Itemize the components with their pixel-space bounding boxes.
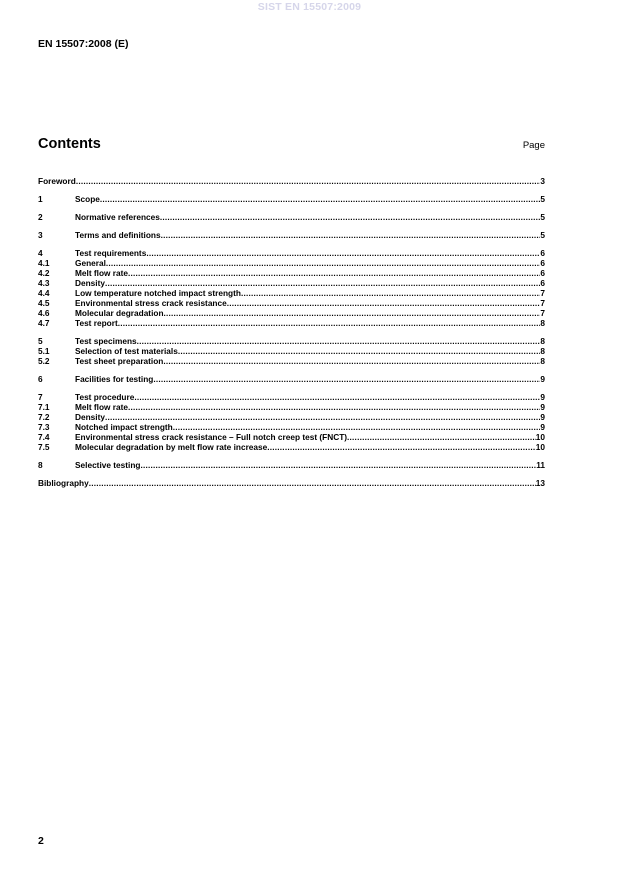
toc-entry-page: 7 xyxy=(540,288,545,298)
toc-entry-page: 9 xyxy=(540,412,545,422)
toc-leader-dots xyxy=(134,392,540,402)
toc-entry-page: 8 xyxy=(540,346,545,356)
toc-entry-number: 4.2 xyxy=(38,268,50,278)
toc-entry-page: 3 xyxy=(540,176,545,186)
toc-leader-dots xyxy=(146,248,540,258)
toc-leader-dots xyxy=(105,278,540,288)
toc-entry-page: 10 xyxy=(535,442,545,452)
document-id: EN 15507:2008 (E) xyxy=(38,38,129,50)
toc-leader-dots xyxy=(153,374,540,384)
toc-entry-4-2[interactable] xyxy=(38,268,545,278)
toc-entry-page: 11 xyxy=(536,460,545,470)
toc-entry-page: 6 xyxy=(540,268,545,278)
toc-entry-number: 4.5 xyxy=(38,298,50,308)
toc-entry-number: 3 xyxy=(38,230,43,240)
toc-leader-dots xyxy=(118,318,541,328)
toc-leader-dots xyxy=(89,478,536,488)
toc-entry-page: 9 xyxy=(540,392,545,402)
toc-entry-5-2[interactable] xyxy=(38,356,545,366)
toc-entry-number: 7.2 xyxy=(38,412,50,422)
toc-entry-4-5[interactable] xyxy=(38,298,545,308)
toc-entry-4-1[interactable] xyxy=(38,258,545,268)
toc-entry-title: Test requirements xyxy=(75,248,147,258)
toc-entry-title: Bibliography xyxy=(38,478,89,488)
toc-entry-8[interactable] xyxy=(38,460,545,470)
toc-leader-dots xyxy=(267,442,535,452)
toc-entry-page: 9 xyxy=(540,402,545,412)
toc-leader-dots xyxy=(160,212,541,222)
toc-entry-page: 8 xyxy=(540,318,545,328)
toc-entry-title: Test report xyxy=(75,318,118,328)
toc-entry-number: 1 xyxy=(38,194,43,204)
toc-leader-dots xyxy=(137,336,541,346)
toc-entry-title: General xyxy=(75,258,106,268)
toc-leader-dots xyxy=(161,230,541,240)
toc-leader-dots xyxy=(105,412,540,422)
toc-entry-7[interactable] xyxy=(38,392,545,402)
toc-entry-page: 8 xyxy=(540,356,545,366)
toc-leader-dots xyxy=(140,460,536,470)
toc-entry-page: 6 xyxy=(540,278,545,288)
toc-entry-3[interactable] xyxy=(38,230,545,240)
toc-entry-page: 7 xyxy=(540,298,545,308)
toc-entry-number: 5.1 xyxy=(38,346,50,356)
toc-entry-number: 6 xyxy=(38,374,43,384)
contents-title: Contents xyxy=(38,136,101,152)
toc-entry-5-1[interactable] xyxy=(38,346,545,356)
toc-entry-5[interactable] xyxy=(38,336,545,346)
toc-leader-dots xyxy=(173,422,541,432)
toc-entry-title: Low temperature notched impact strength xyxy=(75,288,241,298)
page-column-label: Page xyxy=(522,140,545,151)
toc-entry-number: 7 xyxy=(38,392,43,402)
toc-entry-page: 5 xyxy=(540,230,545,240)
toc-entry-title: Test specimens xyxy=(75,336,137,346)
toc-entry-title: Environmental stress crack resistance xyxy=(75,298,227,308)
toc-entry-number: 7.3 xyxy=(38,422,50,432)
toc-entry-title: Test procedure xyxy=(75,392,135,402)
toc-entry-number: 5 xyxy=(38,336,43,346)
toc-entry-page: 5 xyxy=(540,212,545,222)
toc-leader-dots xyxy=(178,346,541,356)
toc-entry-page: 10 xyxy=(535,432,545,442)
toc-entry-page: 8 xyxy=(540,336,545,346)
toc-entry-title: Molecular degradation by melt flow rate increase xyxy=(75,442,268,452)
toc-entry-title: Melt flow rate xyxy=(75,268,129,278)
toc-entry-title: Terms and definitions xyxy=(75,230,161,240)
toc-entry-title: Normative references xyxy=(75,212,160,222)
toc-entry-title: Selection of test materials xyxy=(75,346,178,356)
toc-entry-page: 9 xyxy=(540,422,545,432)
toc-entry-7-2[interactable] xyxy=(38,412,545,422)
toc-entry-title: Density xyxy=(75,278,105,288)
toc-entry-page: 6 xyxy=(540,248,545,258)
toc-entry-4-4[interactable] xyxy=(38,288,545,298)
page-number: 2 xyxy=(38,835,44,847)
toc-entry-number: 4.1 xyxy=(38,258,50,268)
toc-entry-page: 6 xyxy=(540,258,545,268)
toc-entry-4-7[interactable] xyxy=(38,318,545,328)
toc-leader-dots xyxy=(227,298,541,308)
watermark: SIST EN 15507:2009 xyxy=(257,1,362,13)
toc-entry-number: 5.2 xyxy=(38,356,50,366)
toc-entry-number: 4.7 xyxy=(38,318,50,328)
toc-entry-title: Density xyxy=(75,412,105,422)
toc-entry-number: 4 xyxy=(38,248,43,258)
toc-leader-dots xyxy=(106,258,540,268)
toc-entry-title: Foreword xyxy=(38,176,76,186)
toc-entry-page: 5 xyxy=(540,194,545,204)
toc-entry-title: Melt flow rate xyxy=(75,402,129,412)
toc-entry-number: 4.6 xyxy=(38,308,50,318)
toc-entry-foreword[interactable] xyxy=(38,176,545,186)
toc-entry-page: 13 xyxy=(535,478,545,488)
toc-entry-title: Selective testing xyxy=(75,460,141,470)
toc-entry-7-5[interactable] xyxy=(38,442,545,452)
toc-leader-dots xyxy=(241,288,540,298)
toc-entry-7-1[interactable] xyxy=(38,402,545,412)
toc-entry-4[interactable] xyxy=(38,248,545,258)
toc-entry-number: 4.3 xyxy=(38,278,50,288)
toc-entry-number: 7.4 xyxy=(38,432,50,442)
toc-entry-2[interactable] xyxy=(38,212,545,222)
toc-leader-dots xyxy=(164,308,541,318)
toc-leader-dots xyxy=(347,432,536,442)
toc-leader-dots xyxy=(128,402,540,412)
toc-entry-title: Environmental stress crack resistance – Full notch creep test (FNCT) xyxy=(75,432,348,442)
toc-leader-dots xyxy=(100,194,540,204)
toc-entry-7-3[interactable] xyxy=(38,422,545,432)
toc-entry-number: 4.4 xyxy=(38,288,50,298)
toc-entry-number: 7.5 xyxy=(38,442,50,452)
toc-entry-title: Notched impact strength xyxy=(75,422,173,432)
toc-entry-title: Test sheet preparation xyxy=(75,356,164,366)
toc-entry-title: Molecular degradation xyxy=(75,308,164,318)
toc-leader-dots xyxy=(163,356,540,366)
toc-entry-number: 2 xyxy=(38,212,43,222)
toc-entry-page: 7 xyxy=(540,308,545,318)
toc-entry-title: Facilities for testing xyxy=(75,374,154,384)
toc-entry-4-3[interactable] xyxy=(38,278,545,288)
toc-entry-7-4[interactable] xyxy=(38,432,545,442)
toc-entry-number: 7.1 xyxy=(38,402,50,412)
toc-entry-1[interactable] xyxy=(38,194,545,204)
toc-leader-dots xyxy=(128,268,540,278)
toc-entry-page: 9 xyxy=(540,374,545,384)
toc-entry-4-6[interactable] xyxy=(38,308,545,318)
toc-entry-title: Scope xyxy=(75,194,100,204)
toc-leader-dots xyxy=(76,176,541,186)
table-of-contents xyxy=(38,176,545,488)
toc-entry-number: 8 xyxy=(38,460,43,470)
toc-entry-6[interactable] xyxy=(38,374,545,384)
toc-entry-bibliography[interactable] xyxy=(38,478,545,488)
